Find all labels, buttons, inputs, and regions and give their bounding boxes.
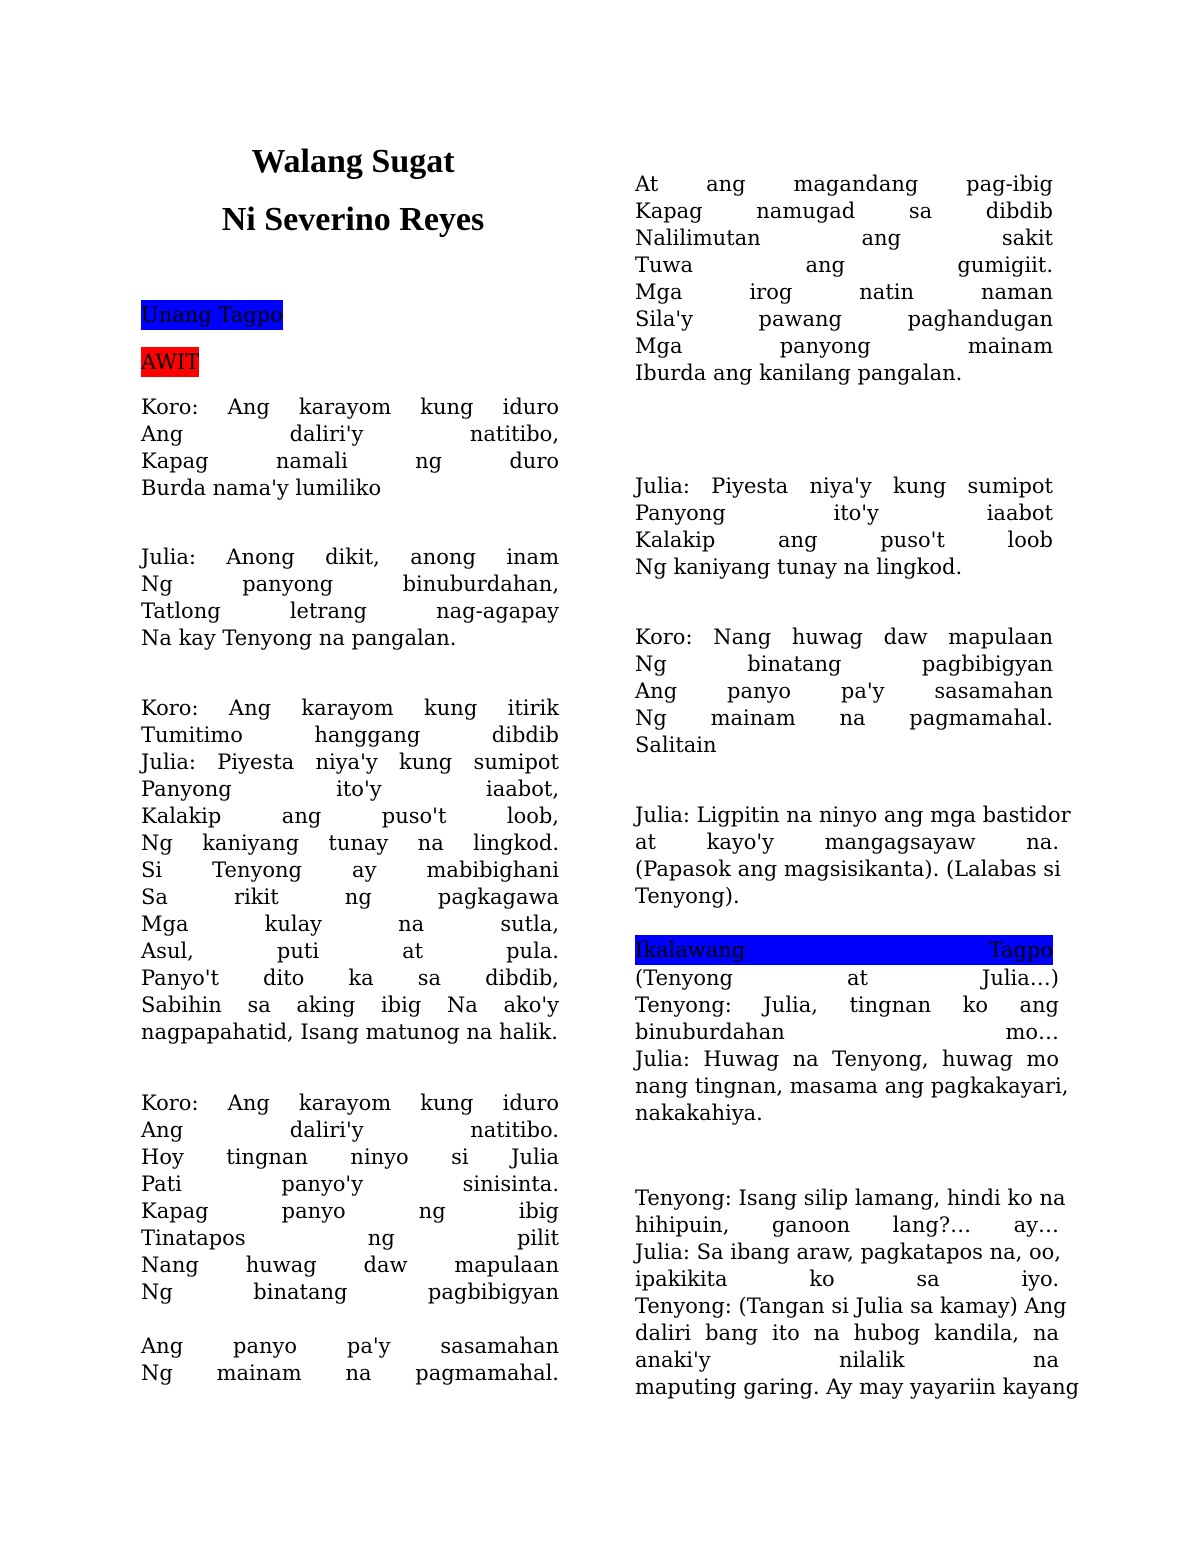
text-line: Kapag panyo ng ibig <box>141 1199 559 1223</box>
text-line: (Tenyong at Julia…) <box>635 966 1059 990</box>
section-heading-ikalawang-tagpo <box>635 935 1053 965</box>
section2-label: Ikalawang Tagpo <box>635 935 1053 965</box>
text-line: Tenyong: Isang silip lamang, hindi ko na <box>635 1186 1066 1210</box>
text-line: Ng kaniyang tunay na lingkod. <box>635 555 963 579</box>
text-line: at kayo'y mangagsayaw na. <box>635 830 1059 854</box>
text-line: Tumitimo hanggang dibdib <box>141 723 559 747</box>
text-line: Sa rikit ng pagkagawa <box>141 885 559 909</box>
awit-heading <box>141 347 199 377</box>
text-line: Si Tenyong ay mabibighani <box>141 858 559 882</box>
text-line: Ng binatang pagbibigyan <box>141 1280 559 1304</box>
text-line: Tatlong letrang nag-agapay <box>141 599 559 623</box>
text-line: Sila'y pawang paghandugan <box>635 307 1053 331</box>
section-label: Unang Tagpo <box>141 300 283 330</box>
text-line: Julia: Piyesta niya'y kung sumipot <box>635 474 1053 498</box>
left-stanza-5 <box>141 1333 559 1387</box>
right-stanza-6 <box>635 1185 1080 1401</box>
text-line: nakakahiya. <box>635 1101 763 1125</box>
text-line: maputing garing. Ay may yayariin kayang <box>635 1375 1080 1399</box>
text-line: Ang panyo pa'y sasamahan <box>635 679 1053 703</box>
text-line: (Papasok ang magsisikanta). (Lalabas si <box>635 857 1061 881</box>
text-line: Mga kulay na sutla, <box>141 912 559 936</box>
text-line: Tenyong). <box>635 884 740 908</box>
left-stanza-1 <box>141 394 559 502</box>
text-line: Mga panyong mainam <box>635 334 1053 358</box>
text-line: Ang daliri'y natitibo. <box>141 1118 559 1142</box>
text-line: Panyong ito'y iaabot, <box>141 777 559 801</box>
text-line: Koro: Ang karayom kung iduro <box>141 395 559 419</box>
right-stanza-5 <box>635 965 1069 1127</box>
text-line: anaki'y nilalik na <box>635 1348 1059 1372</box>
text-line: Pati panyo'y sinisinta. <box>141 1172 559 1196</box>
text-line: Panyo't dito ka sa dibdib, <box>141 966 559 990</box>
section-heading-unang-tagpo <box>141 300 283 330</box>
text-line: nagpapahatid, Isang matunog na halik. <box>141 1020 558 1044</box>
text-line: Kapag namugad sa dibdib <box>635 199 1053 223</box>
document-author: Ni Severino Reyes <box>221 201 485 238</box>
text-line: Ang daliri'y natitibo, <box>141 422 559 446</box>
text-line: Burda nama'y lumiliko <box>141 476 382 500</box>
text-line: Iburda ang kanilang pangalan. <box>635 361 963 385</box>
text-line: ipakikita ko sa iyo. <box>635 1267 1059 1291</box>
text-line: Julia: Sa ibang araw, pagkatapos na, oo, <box>635 1240 1061 1264</box>
right-stanza-3 <box>635 624 1053 759</box>
text-line: Tenyong: (Tangan si Julia sa kamay) Ang <box>635 1294 1067 1318</box>
right-stanza-1 <box>635 171 1053 387</box>
text-line: Nang huwag daw mapulaan <box>141 1253 559 1277</box>
text-line: Ng mainam na pagmamahal. <box>635 706 1053 730</box>
text-line: Julia: Anong dikit, anong inam <box>141 545 559 569</box>
text-line: Tenyong: Julia, tingnan ko ang <box>635 993 1059 1017</box>
text-line: Tuwa ang gumigiit. <box>635 253 1053 277</box>
text-line: Sabihin sa aking ibig Na ako'y <box>141 993 559 1017</box>
text-line: daliri bang ito na hubog kandila, na <box>635 1321 1059 1345</box>
text-line: Julia: Piyesta niya'y kung sumipot <box>141 750 559 774</box>
text-line: Ng mainam na pagmamahal. <box>141 1361 559 1385</box>
text-line: Na kay Tenyong na pangalan. <box>141 626 457 650</box>
text-line: Nalilimutan ang sakit <box>635 226 1053 250</box>
text-line: Kapag namali ng duro <box>141 449 559 473</box>
text-line: Salitain <box>635 733 717 757</box>
text-line: nang tingnan, masama ang pagkakayari, <box>635 1074 1069 1098</box>
text-line: Panyong ito'y iaabot <box>635 501 1053 525</box>
awit-label: AWIT <box>141 347 199 377</box>
text-line: Hoy tingnan ninyo si Julia <box>141 1145 559 1169</box>
left-stanza-2 <box>141 544 559 652</box>
text-line: Koro: Ang karayom kung itirik <box>141 696 559 720</box>
text-line: Julia: Ligpitin na ninyo ang mga bastidor <box>635 803 1071 827</box>
text-line: Ng binatang pagbibigyan <box>635 652 1053 676</box>
text-line: Ng kaniyang tunay na lingkod. <box>141 831 559 855</box>
text-line: binuburdahan mo… <box>635 1020 1059 1044</box>
left-stanza-3 <box>141 695 559 1046</box>
document-title: Walang Sugat <box>251 143 455 180</box>
text-line: Mga irog natin naman <box>635 280 1053 304</box>
text-line: hihipuin, ganoon lang?… ay… <box>635 1213 1059 1237</box>
text-line: At ang magandang pag-ibig <box>635 172 1053 196</box>
text-line: Ang panyo pa'y sasamahan <box>141 1334 559 1358</box>
text-line: Koro: Ang karayom kung iduro <box>141 1091 559 1115</box>
text-line: Ng panyong binuburdahan, <box>141 572 559 596</box>
right-stanza-2 <box>635 473 1053 581</box>
text-line: Koro: Nang huwag daw mapulaan <box>635 625 1053 649</box>
text-line: Kalakip ang puso't loob <box>635 528 1053 552</box>
left-stanza-4 <box>141 1090 559 1306</box>
text-line: Julia: Huwag na Tenyong, huwag mo <box>635 1047 1059 1071</box>
text-line: Asul, puti at pula. <box>141 939 559 963</box>
text-line: Tinatapos ng pilit <box>141 1226 559 1250</box>
right-stanza-4 <box>635 802 1071 910</box>
text-line: Kalakip ang puso't loob, <box>141 804 559 828</box>
